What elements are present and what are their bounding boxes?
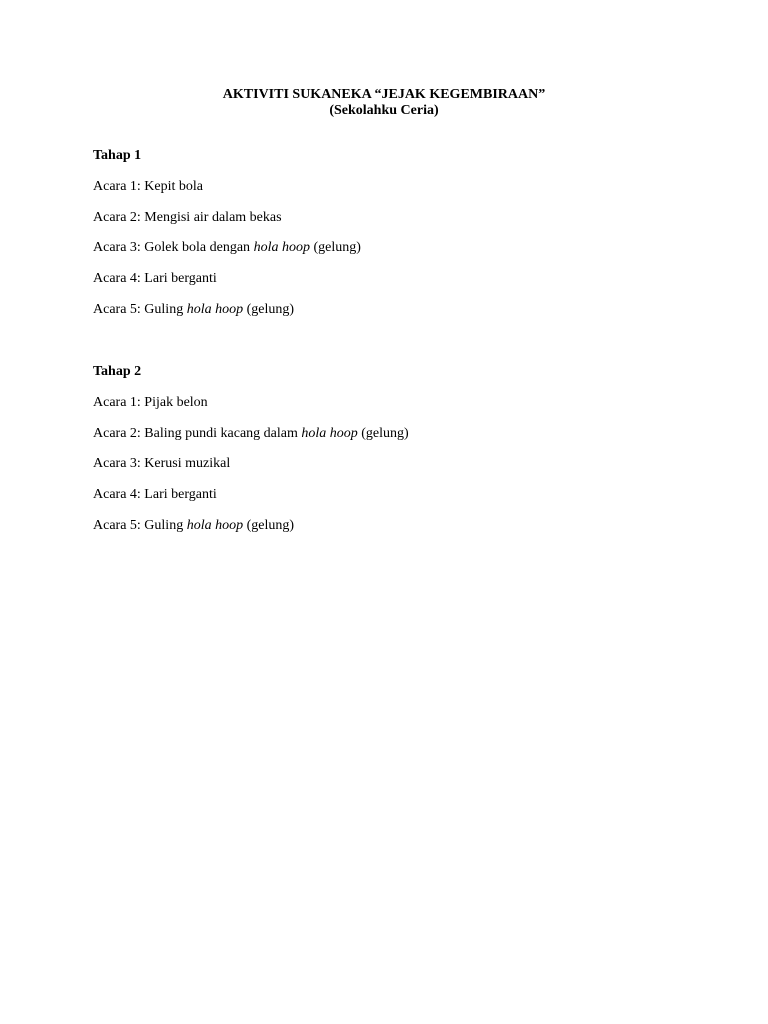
event-italic-term: hola hoop: [253, 240, 310, 256]
event-text: Acara 3: Golek bola dengan: [93, 240, 254, 256]
event-italic-term: hola hoop: [186, 301, 244, 317]
event-item: [93, 179, 693, 195]
event-text-suffix: (gelung): [357, 425, 409, 441]
event-italic-term: hola hoop: [186, 517, 244, 533]
event-item: [93, 518, 693, 534]
event-text: Acara 5: Guling: [93, 301, 187, 317]
event-text: Acara 2: Baling pundi kacang dalam: [93, 425, 302, 441]
event-text-suffix: (gelung): [243, 517, 295, 533]
event-item: [93, 302, 693, 318]
event-text: Acara 1: Kepit bola: [93, 179, 204, 194]
stage-section-1: [93, 148, 693, 332]
document-subtitle: (Sekolahku Ceria): [329, 103, 439, 118]
stage-heading: Tahap 2: [93, 364, 142, 379]
document-title: AKTIVITI SUKANEKA “JEJAK KEGEMBIRAAN”: [222, 87, 546, 102]
event-item: [93, 271, 693, 287]
event-text-suffix: (gelung): [243, 301, 295, 317]
event-text: Acara 5: Guling: [93, 517, 187, 533]
event-text: Acara 4: Lari berganti: [93, 487, 217, 503]
event-text: Acara 3: Kerusi muzikal: [93, 456, 231, 472]
event-item: [93, 487, 693, 503]
event-item: [93, 395, 693, 411]
stage-section-2: [93, 364, 693, 548]
event-text: Acara 4: Lari berganti: [93, 271, 217, 287]
title-block: [0, 87, 768, 119]
event-italic-term: hola hoop: [301, 425, 358, 441]
event-text: Acara 2: Mengisi air dalam bekas: [93, 209, 282, 225]
event-item: [93, 426, 693, 442]
event-item: [93, 240, 693, 256]
event-item: [93, 210, 693, 226]
event-text: Acara 1: Pijak belon: [93, 395, 208, 410]
event-text-suffix: (gelung): [309, 240, 361, 256]
stage-heading: Tahap 1: [93, 148, 142, 163]
event-item: [93, 456, 693, 472]
